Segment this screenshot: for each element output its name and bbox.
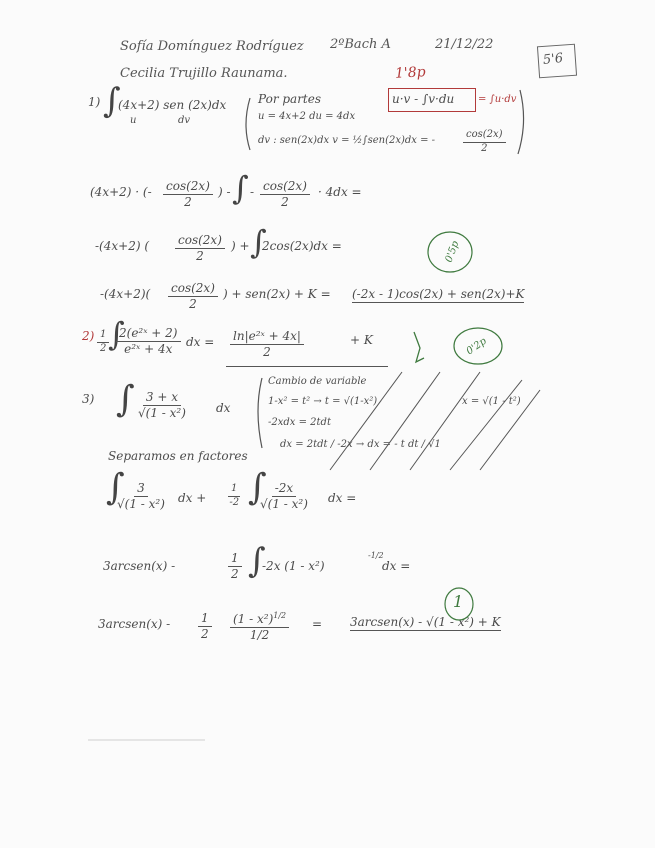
q3-result: 3arcsen(x) - √(1 - x²) + K <box>350 615 501 629</box>
q1-step3-den: 2 <box>189 296 197 311</box>
q1-step2-a: -(4x+2) ( <box>95 239 150 253</box>
q3-line5-frac-num: (1 - x²) <box>233 612 274 626</box>
q1-step1-num: cos(2x) <box>163 180 213 195</box>
strike-line-icon <box>370 372 440 470</box>
q1-number: 1) <box>88 95 101 109</box>
q1-integral: (4x+2) sen (2x)dx <box>118 98 227 112</box>
q1-u-mark: u <box>130 115 137 126</box>
integral-sign-icon: ∫ <box>108 315 125 353</box>
q3-line4-den: 2 <box>231 566 239 581</box>
q3-change-2: -2xdx = 2tdt <box>268 417 331 428</box>
strike-line-icon <box>410 372 480 470</box>
q1-step2-c: 2cos(2x)dx = <box>262 239 342 253</box>
q3-sep-num1: 3 <box>134 482 148 497</box>
class-label: 2ºBach A <box>330 37 391 52</box>
q1-step3-num: cos(2x) <box>168 282 218 297</box>
integral-sign-icon: ∫ <box>106 467 125 508</box>
q2-result-den: 2 <box>263 344 271 359</box>
q1-step3-a: -(4x+2)( <box>100 287 151 301</box>
q3-sep-den2: √(1 - x²) <box>260 496 308 511</box>
date: 21/12/22 <box>435 37 494 52</box>
q2-den: e²ˣ + 4x <box>124 341 173 356</box>
q3-num: 3 + x <box>143 391 181 406</box>
q1-dv-line: dv : sen(2x)dx v = ½∫sen(2x)dx = - <box>258 135 436 146</box>
q3-line5-den: 2 <box>201 626 209 641</box>
q1-step1-a: (4x+2) · (- <box>90 185 152 199</box>
q3-change-x: x = √(1 - t²) <box>462 396 521 407</box>
q1-method: Por partes <box>258 92 322 106</box>
q1-formula: u·v - ∫v·du <box>392 92 455 106</box>
q1-step1-b: ) - <box>218 185 231 199</box>
q2-half-num: 1 <box>97 330 109 343</box>
q3-score-circle-icon <box>445 588 473 620</box>
bracket-right-icon <box>518 90 524 154</box>
q1-step3-b: ) + sen(2x) + K = <box>223 287 331 301</box>
bracket-left-icon <box>246 98 250 150</box>
q2-result-num: ln|e²ˣ + 4x| <box>230 330 304 345</box>
q1-dv-mark: dv <box>178 115 191 126</box>
q2-result-k: + K <box>350 333 373 347</box>
q3-line4-b: -2x (1 - x²) <box>262 559 325 573</box>
q3-dx: dx <box>216 401 231 415</box>
total-score: 5'6 <box>542 50 564 69</box>
part-score: 1'8p <box>394 64 427 82</box>
q3-line5-a: 3arcsen(x) - <box>98 617 171 631</box>
q1-step2-num: cos(2x) <box>175 234 225 249</box>
q3-line4-num: 1 <box>228 552 242 567</box>
q2-half-den: 2 <box>100 342 107 354</box>
q1-u-line: u = 4x+2 du = 4dx <box>258 111 356 122</box>
q3-sep-dx2: dx = <box>328 491 357 505</box>
strike-line-icon <box>450 380 522 470</box>
q3-line5-num: 1 <box>198 612 212 627</box>
q3-number: 3) <box>82 392 95 406</box>
q2-score: 0'2p <box>464 335 489 358</box>
q1-step1-c: - <box>250 185 255 199</box>
q1-step2-den: 2 <box>196 248 204 263</box>
q3-line5-frac-exp: 1/2 <box>273 611 287 620</box>
q2-num: 2(e²ˣ + 2) <box>116 327 181 342</box>
integral-sign-icon: ∫ <box>116 379 135 420</box>
q3-line5-frac-den: 1/2 <box>249 627 270 642</box>
strike-line-icon <box>480 390 540 470</box>
q1-v-num: cos(2x) <box>463 130 506 143</box>
q2-score-circle-icon <box>454 328 502 364</box>
strike-line-icon <box>330 372 402 470</box>
q3-sep-num2: -2x <box>272 482 296 497</box>
q3-line4-a: 3arcsen(x) - <box>103 559 176 573</box>
q3-separate: Separamos en factores <box>108 449 248 463</box>
q1-v-den: 2 <box>481 142 488 154</box>
q1-result: (-2x - 1)cos(2x) + sen(2x)+K <box>352 287 525 301</box>
bracket-left-icon <box>258 378 262 448</box>
q3-change-title: Cambio de variable <box>268 376 367 387</box>
integral-sign-icon: ∫ <box>103 81 121 121</box>
q3-line4-c: dx = <box>382 559 411 573</box>
student-name-2: Cecilia Trujillo Raunama. <box>120 66 288 81</box>
q2-number: 2) <box>82 329 95 343</box>
q3-change-3: dx = 2tdt / -2x → dx = - t dt / √1 <box>280 439 441 450</box>
q3-sep-coef-num: 1 <box>228 484 240 497</box>
q1-step1-d: · 4dx = <box>318 185 362 199</box>
q3-den: √(1 - x²) <box>138 405 186 420</box>
integral-sign-icon: ∫ <box>232 169 249 207</box>
integral-sign-icon: ∫ <box>248 541 266 581</box>
q2-dx: dx = <box>186 335 215 349</box>
integral-sign-icon: ∫ <box>248 467 267 508</box>
q3-score: 1 <box>453 592 464 611</box>
q1-step1-den: 2 <box>184 194 192 209</box>
q3-change-1: 1-x² = t² → t = √(1-x²) <box>268 396 378 407</box>
q1-formula-extra: = ∫u·dv <box>478 94 517 105</box>
q1-score: 0'5p <box>443 239 462 264</box>
q3-line5-eq: = <box>312 617 323 631</box>
q3-sep-dx1: dx + <box>178 491 207 505</box>
check-mark-icon <box>414 332 424 362</box>
q3-sep-coef-den: -2 <box>229 496 240 508</box>
q1-step1-num2: cos(2x) <box>260 180 310 195</box>
q1-step1-den2: 2 <box>281 194 289 209</box>
q3-line4-exp: -1/2 <box>368 551 384 560</box>
student-name-1: Sofía Domínguez Rodríguez <box>120 39 304 54</box>
q3-sep-den1: √(1 - x²) <box>117 496 165 511</box>
q1-score-circle-icon <box>428 232 472 272</box>
integral-sign-icon: ∫ <box>250 223 267 261</box>
q1-step2-b: ) + <box>231 239 250 253</box>
